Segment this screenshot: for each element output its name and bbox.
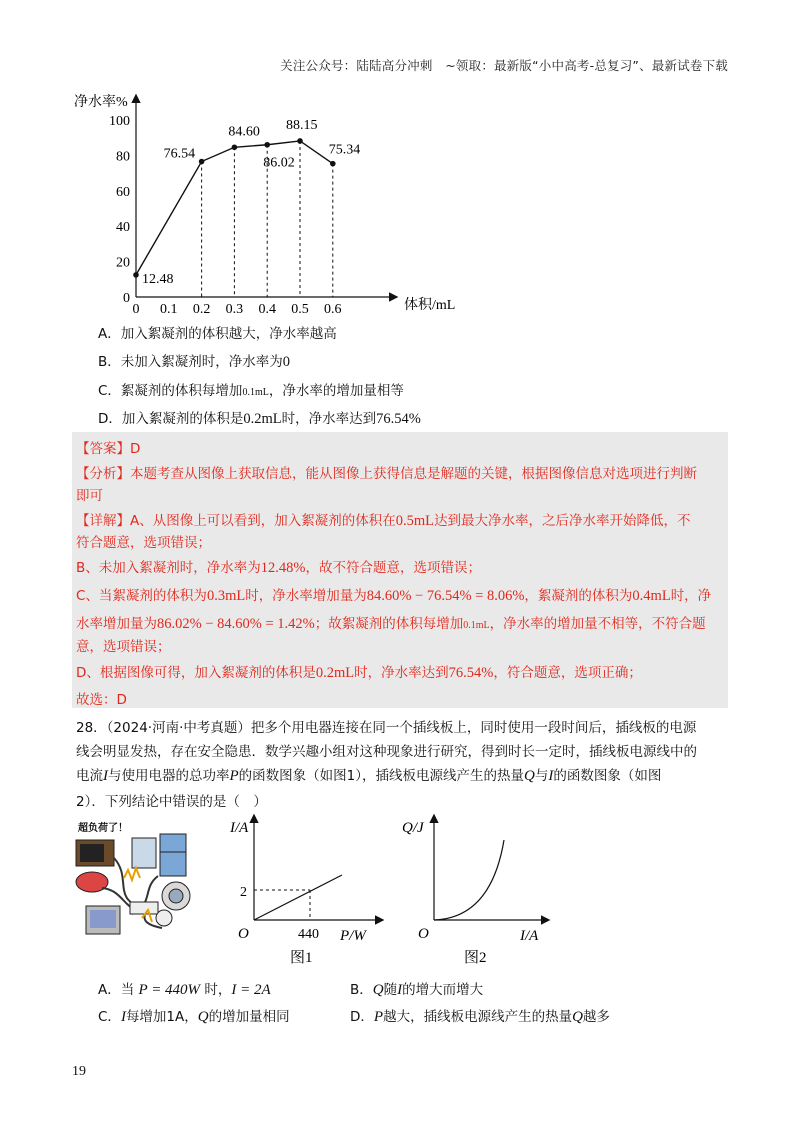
chart-data-point	[264, 142, 270, 148]
chart-data-point	[232, 144, 238, 150]
water-purification-chart	[70, 90, 456, 317]
option-c: C．絮凝剂的体积每增加0.1mL，净水率的增加量相等	[98, 383, 404, 399]
q28-option-a: A．当 P = 440W 时，I = 2A	[98, 982, 271, 998]
chart-y-tick-label: 40	[116, 220, 130, 236]
chart-data-label: 76.54	[163, 146, 196, 162]
chart-x-tick-label: 0.5	[291, 302, 309, 317]
q28-option-c: C．I每增加1A，Q的增加量相同	[98, 1009, 290, 1025]
detail-d-line: D、根据图像可得，加入絮凝剂的体积是0.2mL时，净水率达到76.54%，符合题意，选项正确；	[76, 665, 642, 681]
question-28-line-2: 线会明显发热，存在安全隐患．数学兴趣小组对这种现象进行研究，得到时长一定时，插线板电源线中的	[76, 744, 697, 760]
chart-data-label: 88.15	[286, 117, 318, 133]
chart-x-tick-label: 0.4	[258, 302, 276, 317]
fig2-x-label: I/A	[520, 928, 539, 944]
chart-y-tick-label: 20	[116, 255, 130, 271]
chart-data-label: 86.02	[263, 155, 295, 171]
option-a: A．加入絮凝剂的体积越大，净水率越高	[98, 326, 337, 342]
fig1-y-tick: 2	[240, 885, 247, 900]
fig2-curve	[434, 840, 504, 920]
chart-y-tick-label: 60	[116, 184, 130, 200]
overload-cartoon-illustration	[72, 818, 198, 940]
q28-option-b: B．Q随I的增大而增大	[350, 982, 484, 998]
chart-y-tick-label: 80	[116, 149, 130, 165]
chart-x-label: 体积/mL	[404, 298, 456, 313]
fig2-y-label: Q/J	[402, 820, 424, 836]
chart-data-point	[330, 161, 336, 167]
option-d: D．加入絮凝剂的体积是0.2mL时，净水率达到76.54%	[98, 411, 421, 427]
fig1-caption: 图1	[290, 950, 313, 966]
chart-y-label: 净水率%	[74, 95, 128, 110]
chart-data-label: 75.34	[328, 142, 361, 158]
chart-data-label: 12.48	[142, 271, 174, 287]
cartoon-banner: 超负荷了！	[78, 823, 128, 834]
fig1-origin: O	[238, 926, 249, 942]
fig1-y-label: I/A	[230, 820, 249, 836]
detail-c-line-3: 意，选项错误；	[76, 639, 171, 655]
chart-y-tick-label: 0	[123, 291, 130, 306]
fig1-x-label: P/W	[340, 928, 366, 944]
question-28-line-4: 2）．下列结论中错误的是（ ）	[76, 794, 267, 810]
detail-c-line-1: C、当絮凝剂的体积为0.3mL时，净水率增加量为84.60% − 76.54% = 8.06%，絮凝剂的体积为0.4mL时，净	[76, 588, 712, 604]
chart-x-tick-label: 0	[132, 302, 140, 317]
fig2-caption: 图2	[464, 950, 487, 966]
figure-2-graph	[396, 810, 556, 970]
option-b: B．未加入絮凝剂时，净水率为0	[98, 354, 291, 370]
question-28-line-1: 28．（2024·河南·中考真题）把多个用电器连接在同一个插线板上，同时使用一段时间后，插线板的电源	[76, 720, 697, 736]
analysis-line-1: 【分析】本题考查从图像上获取信息，能从图像上获得信息是解题的关键，根据图像信息对选项进行判断	[76, 466, 697, 482]
detail-a-line-1: 【详解】A、从图像上可以看到，加入絮凝剂的体积在0.5mL达到最大净水率，之后净水率开始降低，不	[76, 513, 691, 529]
choose-line: 故选：D	[76, 692, 127, 708]
chart-x-tick-label: 0.2	[192, 302, 211, 317]
chart-x-tick-label: 0.3	[225, 302, 244, 317]
analysis-line-2: 即可	[76, 488, 103, 504]
page-number: 19	[72, 1064, 86, 1079]
answer-line: 【答案】D	[76, 441, 141, 457]
chart-x-tick-label: 0.1	[160, 302, 178, 317]
chart-x-tick-label: 0.6	[324, 302, 342, 317]
q28-option-d: D．P越大，插线板电源线产生的热量Q越多	[350, 1009, 610, 1025]
figure-1-graph	[210, 810, 390, 970]
chart-data-point	[199, 159, 205, 165]
fig1-line	[254, 875, 342, 920]
chart-data-point	[297, 138, 303, 144]
fig1-x-tick: 440	[298, 927, 319, 942]
detail-c-line-2: 水率增加量为86.02% − 84.60% = 1.42%；故絮凝剂的体积每增加0.1mL，净水率的增加量不相等，不符合题	[76, 616, 706, 632]
page-header: 关注公众号：陆陆高分冲刺 ~领取：最新版“小中高考-总复习”、最新试卷下载	[280, 58, 728, 73]
question-28-line-3: 电流I与使用电器的总功率P的函数图象（如图1），插线板电源线产生的热量Q与I的函数图象（如图	[76, 768, 662, 784]
detail-a-line-2: 符合题意，选项错误；	[76, 535, 211, 551]
fig2-origin: O	[418, 926, 429, 942]
chart-data-label: 84.60	[228, 124, 260, 140]
chart-y-tick-label: 100	[109, 114, 130, 129]
chart-data-point	[133, 272, 139, 278]
detail-b-line: B、未加入絮凝剂时，净水率为12.48%，故不符合题意，选项错误；	[76, 560, 481, 576]
